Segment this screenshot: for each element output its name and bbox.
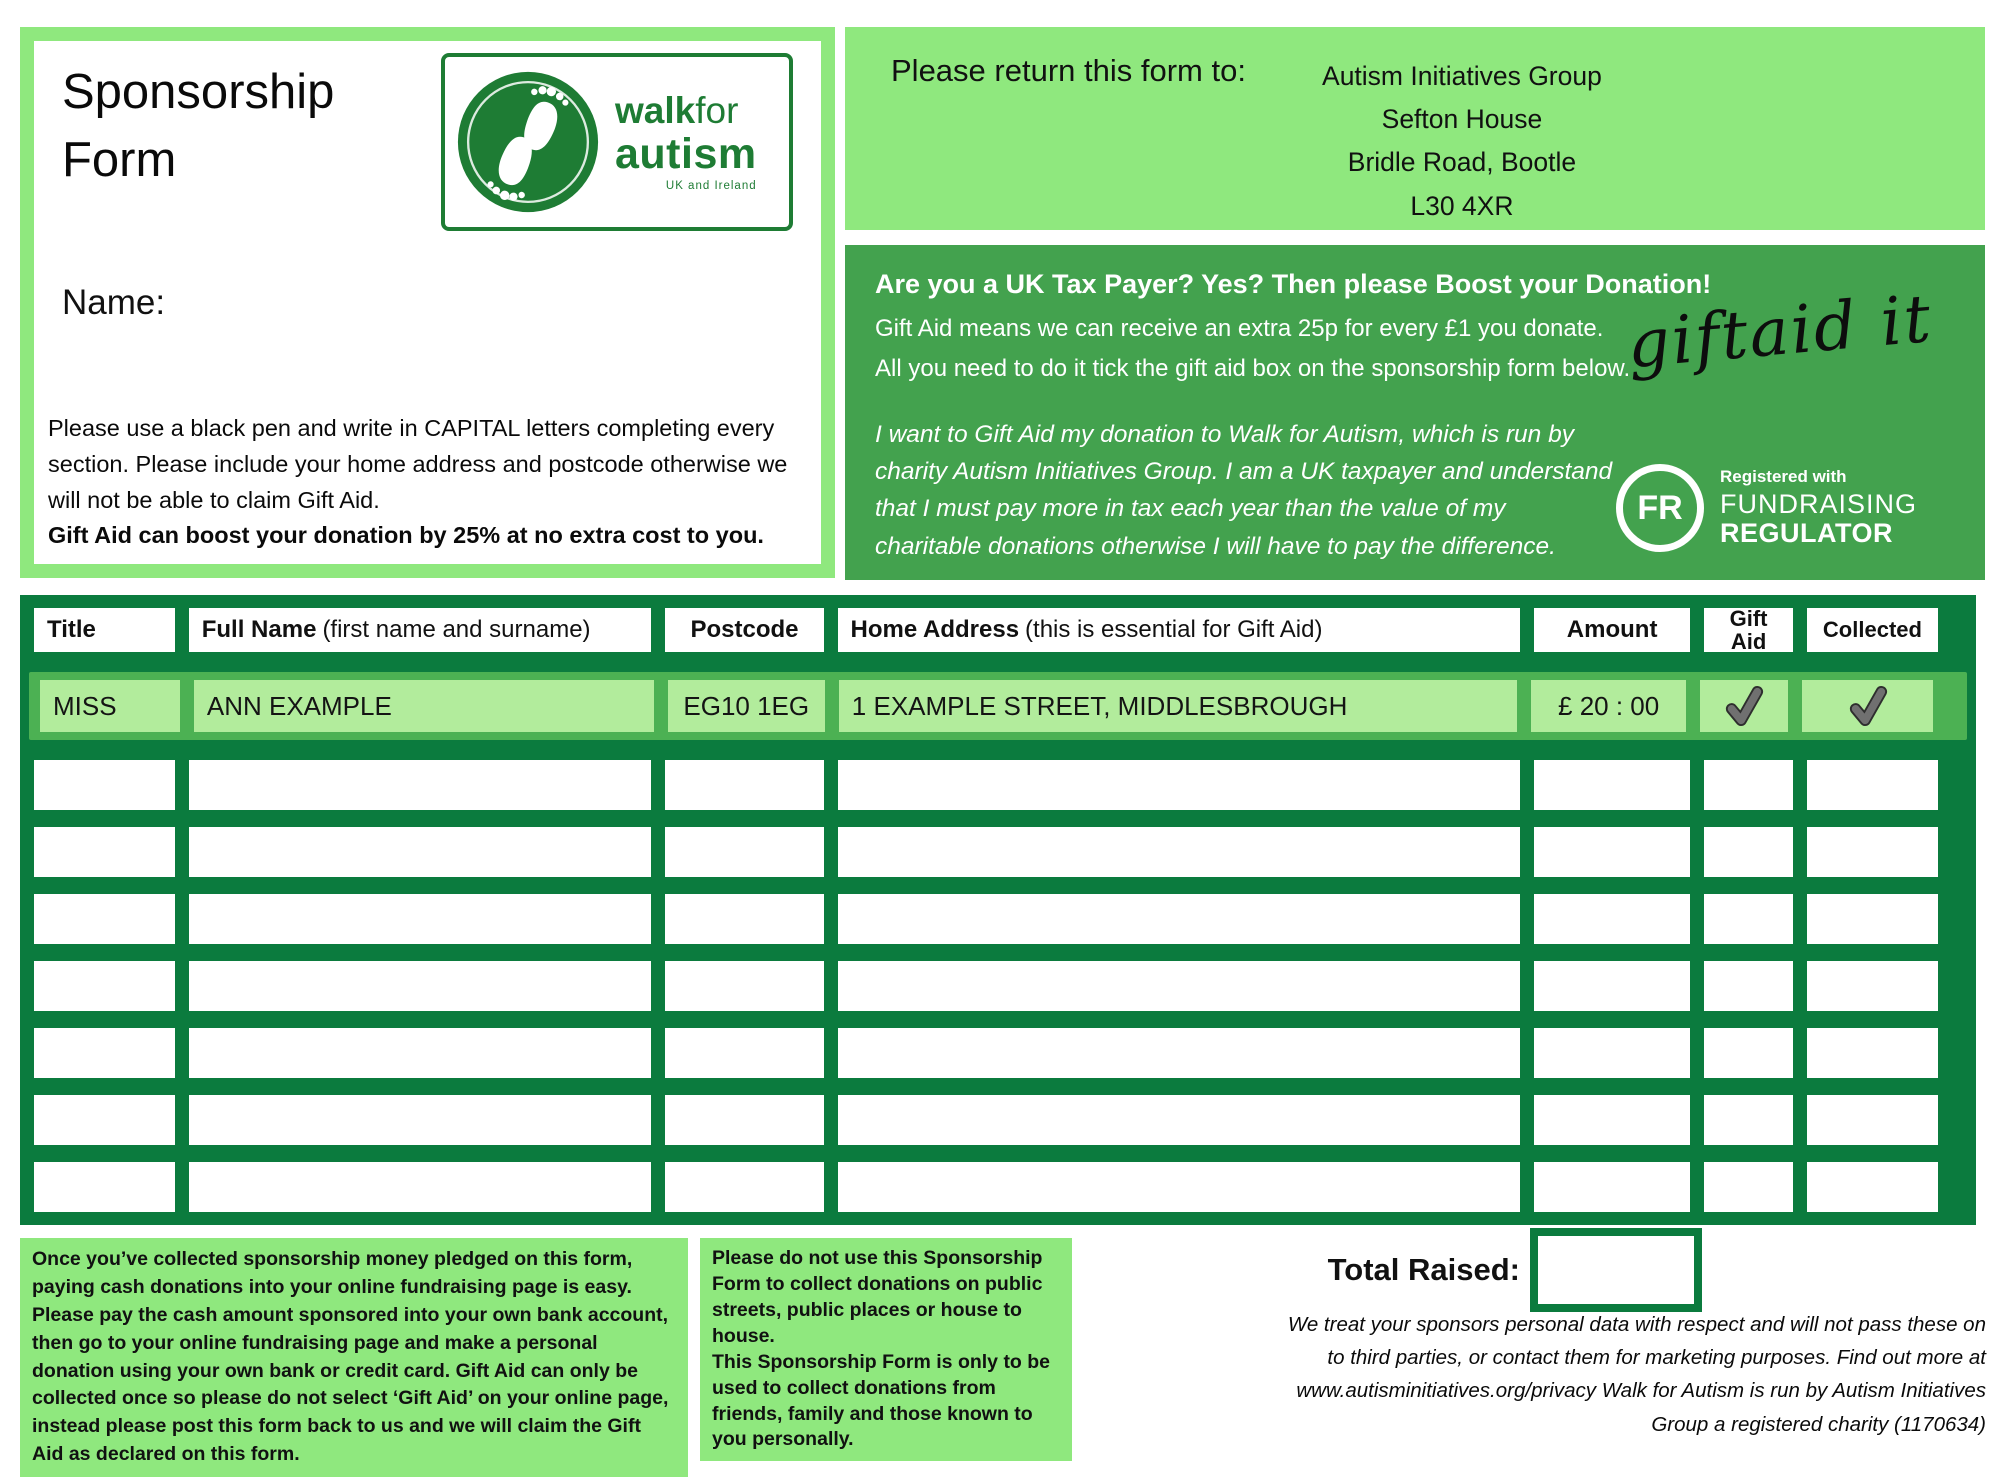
- intro-instructions-bold: Gift Aid can boost your donation by 25% at no extra cost to you.: [48, 522, 764, 549]
- column-header-postcode: Postcode: [665, 608, 823, 652]
- address-line-4: L30 4XR: [1410, 190, 1514, 221]
- usage-note-line2: This Sponsorship Form is only to be used to collect donations from friends, family and those known to you personally.: [712, 1350, 1051, 1451]
- input-cell-amount-row1[interactable]: [1534, 760, 1690, 810]
- input-cell-title-row1[interactable]: [34, 760, 175, 810]
- brand-region: UK and Ireland: [665, 179, 757, 192]
- input-cell-title-row7[interactable]: [34, 1162, 175, 1212]
- input-cell-gift_aid-row5[interactable]: [1704, 1028, 1793, 1078]
- privacy-note: We treat your sponsors personal data with respect and will not pass these on to third parties, or contact them for marketing purposes. Find out more at www.autisminitiatives.org/privacy Walk for Autism is run by Autism Initiatives Group a registered charity (1170634): [1287, 1313, 1986, 1436]
- input-cell-amount-row4[interactable]: [1534, 961, 1690, 1011]
- column-header-full_name: Full Name (first name and surname): [189, 608, 652, 652]
- example-cell-collected: [1802, 680, 1932, 732]
- intro-instructions: [48, 411, 811, 554]
- intro-panel: [20, 27, 835, 578]
- input-cell-postcode-row3[interactable]: [665, 894, 823, 944]
- usage-note-line1: Please do not use this Sponsorship Form to collect donations on public streets, public places or house to house.: [712, 1247, 1043, 1347]
- empty-row-2: [34, 827, 1962, 877]
- input-cell-amount-row6[interactable]: [1534, 1095, 1690, 1145]
- walk-for-autism-logo: [441, 53, 793, 231]
- example-row: [29, 672, 1967, 740]
- example-cell-gift_aid: [1700, 680, 1788, 732]
- input-cell-postcode-row6[interactable]: [665, 1095, 823, 1145]
- input-cell-home_address-row2[interactable]: [838, 827, 1521, 877]
- fr-registered-with: Registered with: [1719, 466, 1847, 486]
- giftaid-it-logo: giftaid it: [1624, 279, 1936, 384]
- input-cell-full_name-row7[interactable]: [189, 1162, 652, 1212]
- page-title: [62, 59, 334, 194]
- walk-for-autism-wordmark: [615, 89, 757, 193]
- input-cell-amount-row5[interactable]: [1534, 1028, 1690, 1078]
- page-title-line1: Sponsorship: [62, 65, 335, 119]
- giftaid-line2: All you need to do it tick the gift aid box on the sponsorship form below.: [875, 355, 1631, 382]
- column-header-amount: Amount: [1534, 608, 1690, 652]
- intro-panel-inner: [34, 41, 821, 564]
- input-cell-postcode-row2[interactable]: [665, 827, 823, 877]
- column-header-gift_aid: Gift Aid: [1704, 608, 1793, 652]
- input-cell-gift_aid-row7[interactable]: [1704, 1162, 1793, 1212]
- example-cell-title: MISS: [40, 680, 180, 732]
- input-cell-full_name-row5[interactable]: [189, 1028, 652, 1078]
- fr-badge-icon: FR: [1616, 464, 1704, 552]
- empty-row-5: [34, 1028, 1962, 1078]
- input-cell-postcode-row5[interactable]: [665, 1028, 823, 1078]
- return-panel: [845, 27, 1985, 230]
- input-cell-title-row4[interactable]: [34, 961, 175, 1011]
- example-cell-postcode: EG10 1EG: [668, 680, 825, 732]
- input-cell-gift_aid-row6[interactable]: [1704, 1095, 1793, 1145]
- input-cell-amount-row7[interactable]: [1534, 1162, 1690, 1212]
- fr-regulator: REGULATOR: [1719, 518, 1893, 549]
- input-cell-collected-row3[interactable]: [1807, 894, 1938, 944]
- input-cell-postcode-row7[interactable]: [665, 1162, 823, 1212]
- giftaid-panel: [845, 245, 1985, 580]
- empty-rows-container: [34, 760, 1962, 1212]
- input-cell-home_address-row7[interactable]: [838, 1162, 1521, 1212]
- footer-online-payment-note: Once you’ve collected sponsorship money pledged on this form, paying cash donations into your online fundraising page is easy. Please pay the cash amount sponsored into your own bank account, then go to your online fundraising page and make a personal donation using your own bank or credit card. Gift Aid can only be collected once so please do not select ‘Gift Aid’ on your online page, instead please post this form back to us and we will claim the Gift Aid as declared on this form.: [20, 1238, 688, 1477]
- input-cell-full_name-row4[interactable]: [189, 961, 652, 1011]
- giftaid-line1: Gift Aid means we can receive an extra 25p for every £1 you donate.: [875, 315, 1604, 342]
- input-cell-postcode-row1[interactable]: [665, 760, 823, 810]
- input-cell-gift_aid-row4[interactable]: [1704, 961, 1793, 1011]
- input-cell-title-row6[interactable]: [34, 1095, 175, 1145]
- input-cell-amount-row3[interactable]: [1534, 894, 1690, 944]
- sponsor-table: [20, 595, 1976, 1225]
- input-cell-full_name-row2[interactable]: [189, 827, 652, 877]
- giftaid-declaration: I want to Gift Aid my donation to Walk for Autism, which is run by charity Autism Initiatives Group. I am a UK taxpayer and understand that I must pay more in tax each year than the value of my charitable donations otherwise I will have to pay the difference.: [875, 421, 1613, 560]
- return-address: [1252, 55, 1672, 228]
- input-cell-collected-row6[interactable]: [1807, 1095, 1938, 1145]
- address-line-2: Sefton House: [1381, 104, 1543, 135]
- return-label: Please return this form to:: [891, 53, 1246, 88]
- input-cell-gift_aid-row1[interactable]: [1704, 760, 1793, 810]
- empty-row-4: [34, 961, 1962, 1011]
- address-line-1: Autism Initiatives Group: [1322, 61, 1602, 91]
- brand-for: for: [695, 89, 739, 131]
- brand-walk: walk: [615, 89, 696, 131]
- total-raised-label: Total Raised:: [1327, 1252, 1520, 1287]
- fundraising-regulator-logo: [1616, 464, 1917, 552]
- empty-row-3: [34, 894, 1962, 944]
- example-cell-home_address: 1 EXAMPLE STREET, MIDDLESBROUGH: [839, 680, 1517, 732]
- input-cell-title-row3[interactable]: [34, 894, 175, 944]
- example-cell-full_name: ANN EXAMPLE: [194, 680, 654, 732]
- column-header-title: Title: [34, 608, 175, 652]
- checkmark-icon: [1847, 685, 1889, 727]
- footer-usage-note: [700, 1238, 1072, 1461]
- name-field[interactable]: [184, 279, 801, 329]
- input-cell-home_address-row1[interactable]: [838, 760, 1521, 810]
- empty-row-7: [34, 1162, 1962, 1212]
- intro-instructions-text: Please use a black pen and write in CAPITAL letters completing every section. Please include your home address and postcode otherwise we will not be able to claim Gift Aid.: [48, 415, 788, 513]
- input-cell-full_name-row3[interactable]: [189, 894, 652, 944]
- input-cell-home_address-row6[interactable]: [838, 1095, 1521, 1145]
- input-cell-collected-row5[interactable]: [1807, 1028, 1938, 1078]
- input-cell-collected-row2[interactable]: [1807, 827, 1938, 877]
- name-label: Name:: [62, 283, 166, 322]
- column-header-home_address: Home Address (this is essential for Gift Aid): [838, 608, 1521, 652]
- input-cell-full_name-row1[interactable]: [189, 760, 652, 810]
- checkmark-icon: [1723, 685, 1765, 727]
- example-cell-amount: £ 20 : 00: [1531, 680, 1686, 732]
- address-line-3: Bridle Road, Bootle: [1347, 147, 1577, 178]
- page-title-line2: Form: [62, 132, 177, 187]
- total-raised-box[interactable]: [1530, 1228, 1702, 1312]
- giftaid-headline: Are you a UK Tax Payer? Yes? Then please Boost your Donation!: [875, 269, 1712, 299]
- empty-row-1: [34, 760, 1962, 810]
- input-cell-full_name-row6[interactable]: [189, 1095, 652, 1145]
- input-cell-collected-row7[interactable]: [1807, 1162, 1938, 1212]
- fr-fundraising: FUNDRAISING: [1719, 489, 1917, 520]
- input-cell-home_address-row4[interactable]: [838, 961, 1521, 1011]
- footprints-icon: [455, 69, 601, 215]
- table-header-row: [34, 608, 1962, 652]
- input-cell-title-row5[interactable]: [34, 1028, 175, 1078]
- input-cell-gift_aid-row3[interactable]: [1704, 894, 1793, 944]
- brand-autism: autism: [615, 129, 757, 178]
- input-cell-collected-row4[interactable]: [1807, 961, 1938, 1011]
- empty-row-6: [34, 1095, 1962, 1145]
- input-cell-amount-row2[interactable]: [1534, 827, 1690, 877]
- input-cell-home_address-row5[interactable]: [838, 1028, 1521, 1078]
- input-cell-title-row2[interactable]: [34, 827, 175, 877]
- column-header-collected: Collected: [1807, 608, 1938, 652]
- input-cell-collected-row1[interactable]: [1807, 760, 1938, 810]
- input-cell-gift_aid-row2[interactable]: [1704, 827, 1793, 877]
- input-cell-home_address-row3[interactable]: [838, 894, 1521, 944]
- input-cell-postcode-row4[interactable]: [665, 961, 823, 1011]
